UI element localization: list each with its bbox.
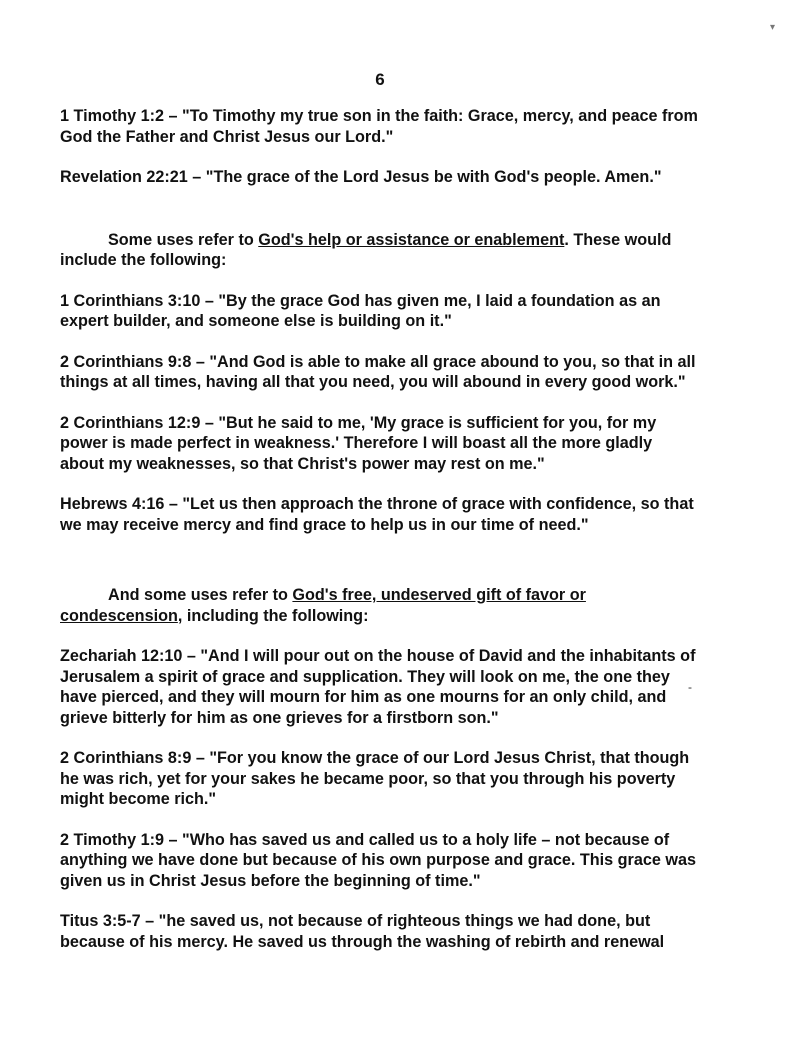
intro-text: , including the following: bbox=[177, 606, 369, 625]
intro-text: . These would include the following: bbox=[60, 230, 672, 269]
verse-text: "And God is able to make all grace abound to you, so that in all things at all times, having all that you need, you will abound in every good work." bbox=[60, 352, 696, 391]
scan-mark: ▾ bbox=[770, 22, 776, 33]
intro-text: And some uses refer to bbox=[108, 586, 293, 604]
verse-reference: 1 Corinthians 3:10 – bbox=[60, 291, 219, 310]
verse-reference: Revelation 22:21 – bbox=[60, 168, 206, 186]
verse-reference: 2 Corinthians 12:9 – bbox=[60, 413, 219, 432]
verse-paragraph bbox=[60, 494, 700, 535]
page-body bbox=[60, 106, 700, 972]
intro-underlined-term: God's help or assistance or enablement bbox=[258, 230, 565, 249]
verse-reference: Zechariah 12:10 – bbox=[60, 647, 201, 665]
scan-mark: - bbox=[688, 680, 692, 694]
page-number: 6 bbox=[375, 70, 385, 89]
verse-text: "To Timothy my true son in the faith: Grace, mercy, and peace from God the Father and Christ Jesus our Lord." bbox=[60, 107, 698, 146]
verse-reference: 1 Timothy 1:2 – bbox=[60, 107, 183, 125]
verse-paragraph bbox=[60, 830, 700, 892]
verse-paragraph bbox=[60, 748, 700, 810]
verse-text: "And I will pour out on the house of David and the inhabitants of Jerusalem a spirit of grace and supplication. They will look on me, the one they have pierced, and they will mourn for him as one mourns for an only child, and grieve bitterly for him as one grieves for a firstborn son." bbox=[60, 647, 696, 727]
verse-text: "Who has saved us and called us to a holy life – not because of anything we have done but because of his own purpose and grace. This grace was given us in Christ Jesus before the beginning of time." bbox=[60, 830, 696, 890]
intro-underlined-term: God's free, undeserved gift of favor or condescension bbox=[60, 586, 586, 625]
verse-text: "By the grace God has given me, I laid a foundation as an expert builder, and someone else is building on it." bbox=[60, 291, 661, 330]
verse-paragraph bbox=[60, 352, 700, 393]
verse-text: "Let us then approach the throne of grace with confidence, so that we may receive mercy and find grace to help us in our time of need." bbox=[60, 495, 694, 534]
section-intro bbox=[60, 585, 700, 626]
verse-paragraph bbox=[60, 646, 700, 728]
verse-text: "The grace of the Lord Jesus be with God's people. Amen." bbox=[205, 168, 662, 186]
spacer bbox=[60, 555, 700, 585]
verse-text: "But he said to me, 'My grace is sufficient for you, for my power is made perfect in weakness.' Therefore I will boast all the more gladly about my weaknesses, so that Christ's power may rest on me." bbox=[60, 413, 657, 473]
verse-reference: Hebrews 4:16 – bbox=[60, 495, 183, 513]
spacer bbox=[60, 208, 700, 230]
verse-reference: Titus 3:5-7 – bbox=[60, 912, 159, 930]
section-intro bbox=[60, 230, 700, 271]
intro-text: Some uses refer to bbox=[108, 230, 259, 249]
verse-reference: 2 Corinthians 9:8 – bbox=[60, 352, 210, 371]
verse-paragraph bbox=[60, 106, 700, 147]
verse-reference: 2 Timothy 1:9 – bbox=[60, 830, 183, 849]
verse-paragraph bbox=[60, 911, 700, 952]
verse-text: "For you know the grace of our Lord Jesus Christ, that though he was rich, yet for your sakes he became poor, so that you through his poverty might become rich." bbox=[60, 749, 690, 808]
verse-text: "he saved us, not because of righteous things we had done, but because of his mercy. He saved us through the washing of rebirth and renewal bbox=[60, 912, 665, 951]
verse-paragraph bbox=[60, 167, 700, 188]
verse-paragraph bbox=[60, 413, 700, 475]
verse-paragraph bbox=[60, 291, 700, 332]
verse-reference: 2 Corinthians 8:9 – bbox=[60, 749, 210, 767]
